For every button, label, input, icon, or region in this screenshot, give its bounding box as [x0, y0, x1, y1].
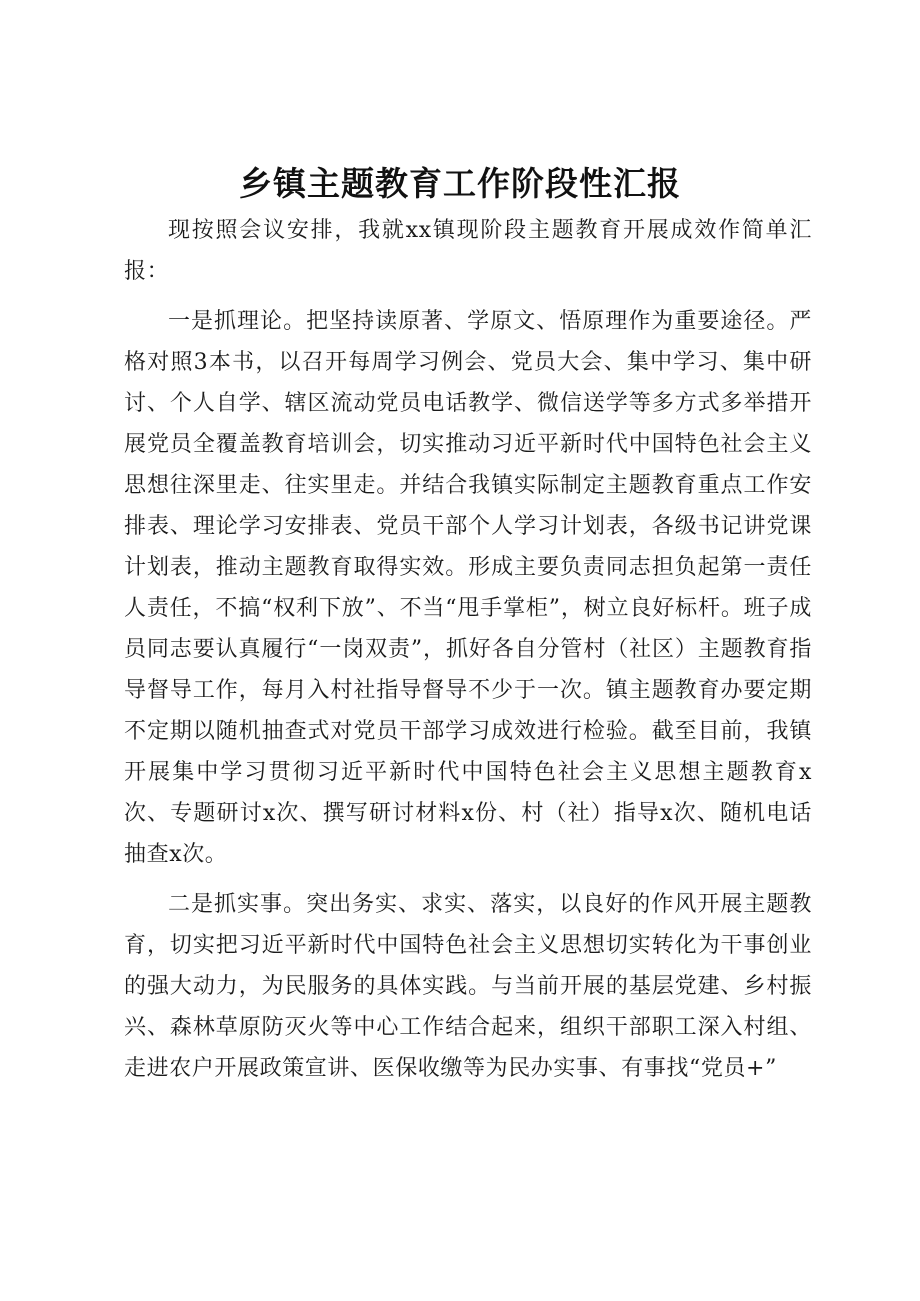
paragraph-practice: 二是抓实事。突出务实、求实、落实，以良好的作风开展主题教育，切实把习近平新时代中国特色社会主义思想切实转化为干事创业的强大动力，为民服务的具体实践。与当前开展的基层党建、乡村振兴、森林草原防灭火等中心工作结合起来，组织干部职工深入村组、走进农户开展政策宣讲、医保收缴等为民办实事、有事找“党员+” [124, 892, 812, 1081]
paragraph-theory: 一是抓理论。把坚持读原著、学原文、悟原理作为重要途径。严格对照3本书，以召开每周学习例会、党员大会、集中学习、集中研讨、个人自学、辖区流动党员电话教学、微信送学等多方式多举措开展党员全覆盖教育培训会，切实推动习近平新时代中国特色社会主义思想往深里走、往实里走。并结合我镇实际制定主题教育重点工作安排表、理论学习安排表、党员干部个人学习计划表，各级书记讲党课计划表，推动主题教育取得实效。形成主要负责同志担负起第一责任人责任，不搞“权利下放”、不当“甩手掌柜”，树立良好标杆。班子成员同志要认真履行“一岗双责”，抓好各自分管村（社区）主题教育指导督导工作，每月入村社指导督导不少于一次。镇主题教育办要定期不定期以随机抽查式对党员干部学习成效进行检验。截至目前，我镇开展集中学习贯彻习近平新时代中国特色社会主义思想主题教育x次、专题研讨x次、撰写研讨材料x份、村（社）指导x次、随机电话抽查x次。 [124, 309, 812, 867]
paragraph-intro: 现按照会议安排，我就xx镇现阶段主题教育开展成效作简单汇报： [124, 218, 812, 284]
document-body [124, 210, 812, 1098]
document-title: 乡镇主题教育工作阶段性汇报 [239, 164, 681, 203]
